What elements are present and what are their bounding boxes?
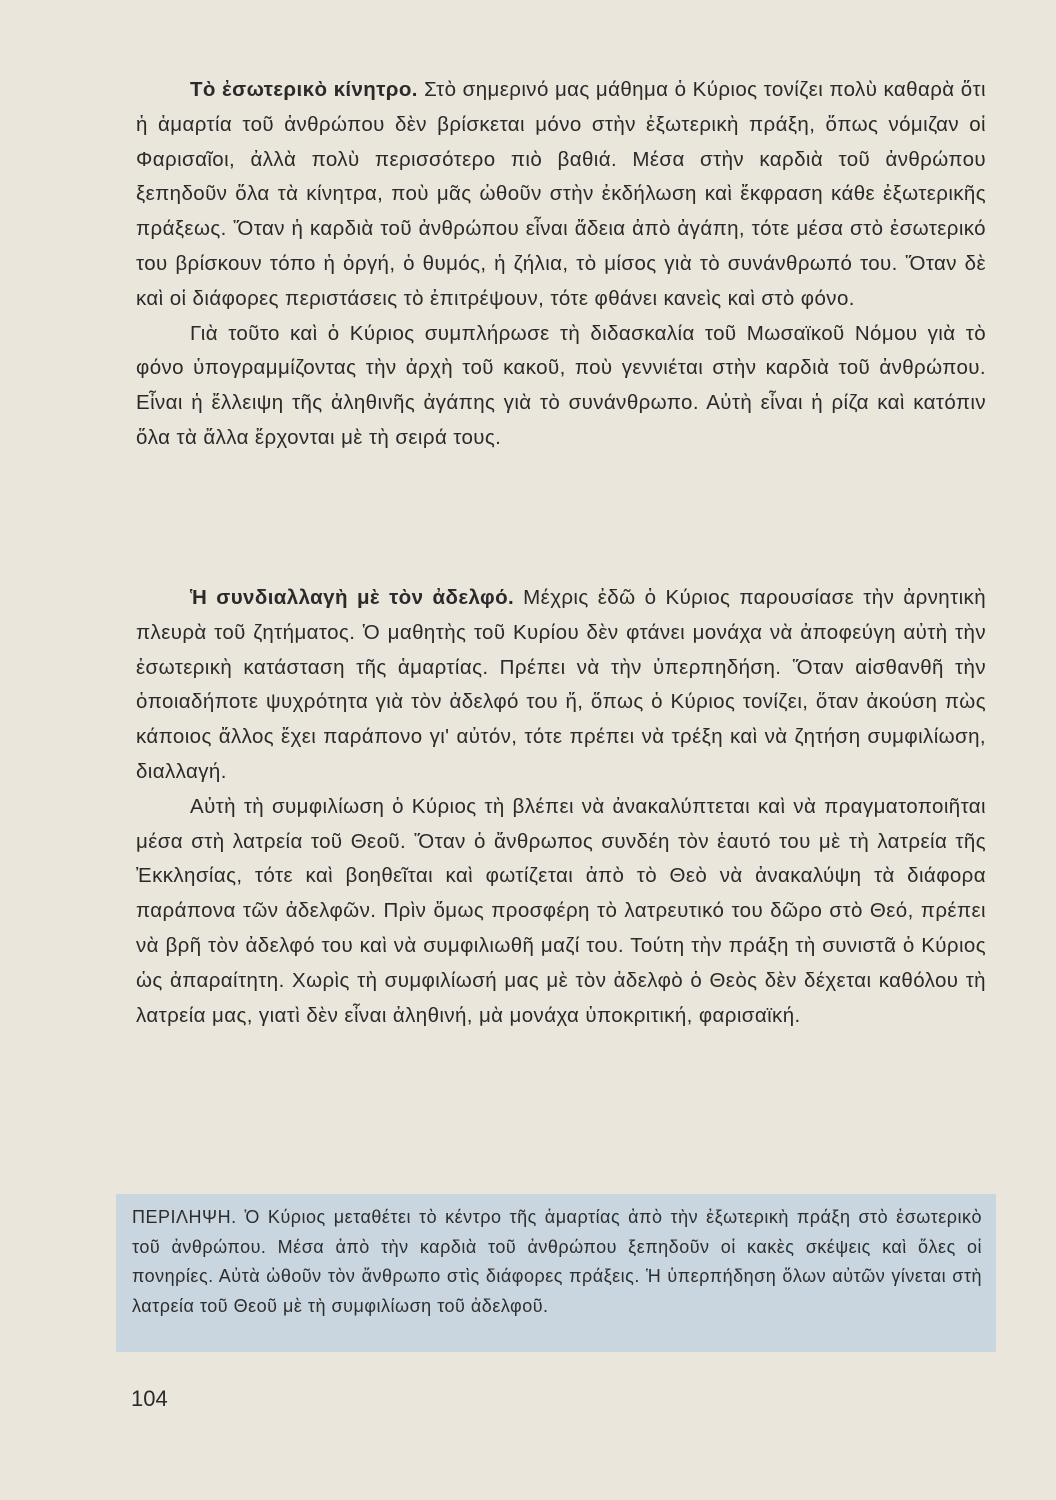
section-reconciliation (136, 581, 986, 1033)
section1-paragraph-1-text: Στὸ σημερινό μας μάθημα ὁ Κύριος τονίζει πολὺ καθαρὰ ὅτι ἡ ἁμαρτία τοῦ ἀνθρώπου δὲν βρίσκεται μόνο στὴν ἐξωτερικὴ πράξη, ὅπως νόμιζαν οἱ Φαρισαῖοι, ἀλλὰ πολὺ περισσότερο πιὸ βαθιά. Μέσα στὴν καρδιὰ τοῦ ἀνθρώπου ξεπηδοῦν ὅλα τὰ κίνητρα, ποὺ μᾶς ὠθοῦν στὴν ἐκδήλωση καὶ ἔκφραση κάθε ἐξωτερικῆς πράξεως. Ὅταν ἡ καρδιὰ τοῦ ἀνθρώπου εἶναι ἄδεια ἀπὸ ἀγάπη, τότε μέσα στὸ ἐσωτερικό του βρίσκουν τόπο ἡ ὀργή, ὁ θυμός, ἡ ζήλια, τὸ μίσος γιὰ τὸ συνάνθρωπό του. Ὅταν δὲ καὶ οἱ διάφορες περιστάσεις τὸ ἐπιτρέψουν, τότε φθάνει κανεὶς καὶ στὸ φόνο. (136, 78, 986, 310)
section2-paragraph-1-text: Μέχρις ἐδῶ ὁ Κύριος παρουσίασε τὴν ἀρνητικὴ πλευρὰ τοῦ ζητήματος. Ὁ μαθητὴς τοῦ Κυρίου δὲν φτάνει μονάχα νὰ ἀποφεύγη αὐτὴ τὴν ἐσωτερικὴ κατάσταση τῆς ἁμαρτίας. Πρέπει νὰ τὴν ὑπερπηδήση. Ὅταν αἰσθανθῆ τὴν ὁποιαδήποτε ψυχρότητα γιὰ τὸν ἀδελφό του ἤ, ὅπως ὁ Κύριος τονίζει, ὅταν ἀκούση πὼς κάποιος ἄλλος ἔχει παράπονο γι' αὐτόν, τότε πρέπει νὰ τρέξη καὶ νὰ ζητήση συμφιλίωση, διαλλαγή. (136, 586, 986, 783)
page-number: 104 (131, 1386, 168, 1411)
section2-paragraph-1 (136, 581, 986, 790)
section2-heading: Ἡ συνδιαλλαγὴ μὲ τὸν ἀδελφό. (190, 586, 515, 609)
section1-paragraph-1 (136, 73, 986, 317)
section1-heading: Τὸ ἐσωτερικὸ κίνητρο. (190, 78, 418, 101)
summary-text: ΠΕΡΙΛΗΨΗ. Ὁ Κύριος μεταθέτει τὸ κέντρο τῆς ἁμαρτίας ἀπὸ τὴν ἐξωτερικὴ πράξη στὸ ἐσωτερικὸ τοῦ ἀνθρώπου. Μέσα ἀπὸ τὴν καρδιὰ τοῦ ἀνθρώπου ξεπηδοῦν οἱ κακὲς σκέψεις καὶ ὅλες οἱ πονηρίες. Αὐτὰ ὠθοῦν τὸν ἄνθρωπο στὶς διάφορες πράξεις. Ἡ ὑπερπήδηση ὅλων αὐτῶν γίνεται στὴ λατρεία τοῦ Θεοῦ μὲ τὴ συμφιλίωση τοῦ ἀδελφοῦ. (132, 1207, 982, 1316)
section-inner-motive (136, 73, 986, 456)
section1-paragraph-2: Γιὰ τοῦτο καὶ ὁ Κύριος συμπλήρωσε τὴ διδασκαλία τοῦ Μωσαϊκοῦ Νόμου γιὰ τὸ φόνο ὑπογραμμίζοντας τὴν ἀρχὴ τοῦ κακοῦ, ποὺ γεννιέται στὴν καρδιὰ τοῦ ἀνθρώπου. Εἶναι ἡ ἔλλειψη τῆς ἀληθινῆς ἀγάπης γιὰ τὸ συνάνθρωπο. Αὐτὴ εἶναι ἡ ρίζα καὶ κατόπιν ὅλα τὰ ἄλλα ἔρχονται μὲ τὴ σειρά τους. (136, 321, 986, 449)
section2-paragraph-2: Αὐτὴ τὴ συμφιλίωση ὁ Κύριος τὴ βλέπει νὰ ἀνακαλύπτεται καὶ νὰ πραγματοποιῆται μέσα στὴ λατρεία τοῦ Θεοῦ. Ὅταν ὁ ἄνθρωπος συνδέη τὸν ἑαυτό του μὲ τὴ λατρεία τῆς Ἐκκλησίας, τότε καὶ βοηθεῖται καὶ φωτίζεται ἀπὸ τὸ Θεὸ νὰ ἀνακαλύψη τὰ διάφορα παράπονα τῶν ἀδελφῶν. Πρὶν ὅμως προσφέρη τὸ λατρευτικό του δῶρο στὸ Θεό, πρέπει νὰ βρῆ τὸν ἀδελφό του καὶ νὰ συμφιλιωθῆ μαζί του. Τούτη τὴν πράξη τὴ συνιστᾶ ὁ Κύριος ὡς ἀπαραίτητη. Χωρὶς τὴ συμφιλίωσή μας μὲ τὸν ἀδελφὸ ὁ Θεὸς δὲν δέχεται καθόλου τὴ λατρεία μας, γιατὶ δὲν εἶναι ἀληθινή, μὰ μονάχα ὑποκριτική, φαρισαϊκή. (136, 794, 986, 1027)
summary-box (116, 1194, 996, 1352)
